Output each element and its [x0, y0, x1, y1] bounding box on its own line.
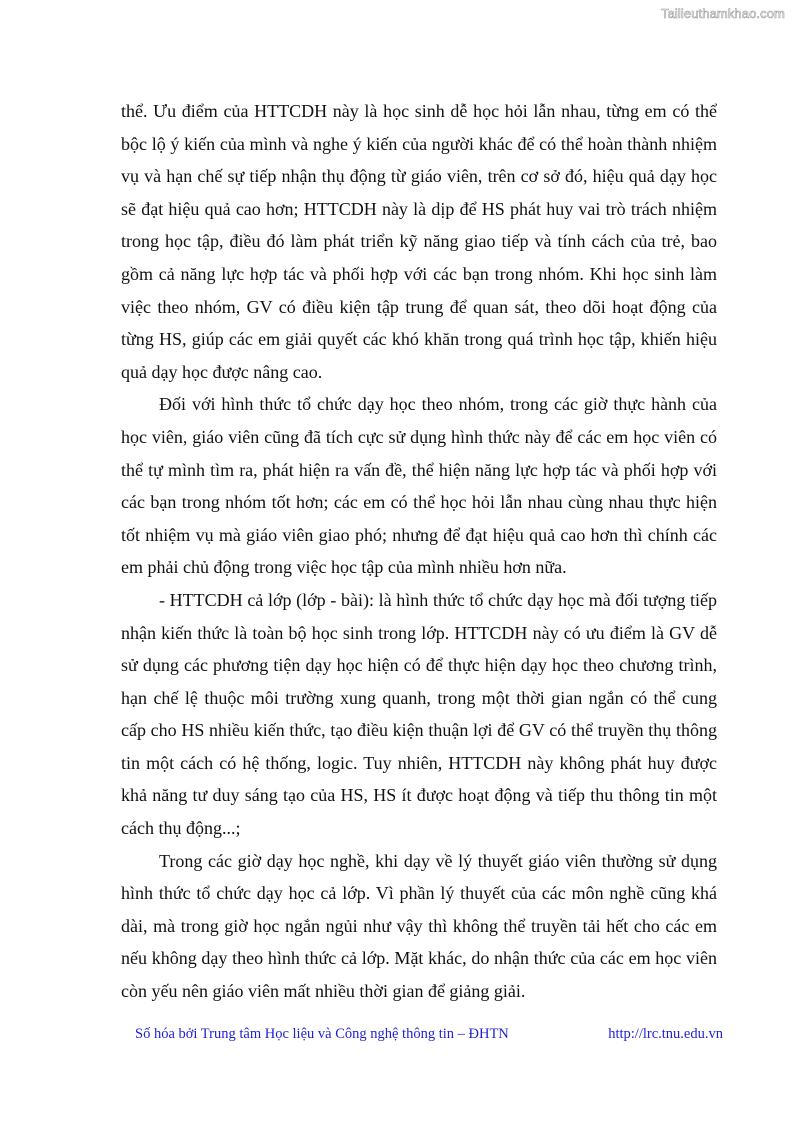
- footer-url[interactable]: http://lrc.tnu.edu.vn: [608, 1026, 723, 1042]
- watermark: Tailieuthamkhao.com: [660, 6, 785, 21]
- paragraph-1: thể. Ưu điểm của HTTCDH này là học sinh dễ học hỏi lẫn nhau, từng em có thể bộc lộ ý kiến của mình và nghe ý kiến của người khác để có thể hoàn thành nhiệm vụ và hạn chế sự tiếp nhận thụ động từ giáo viên, trên cơ sở đó, hiệu quả dạy học sẽ đạt hiệu quả cao hơn; HTTCDH này là dịp để HS phát huy vai trò trách nhiệm trong học tập, điều đó làm phát triển kỹ năng giao tiếp và tính cách của trẻ, bao gồm cả năng lực hợp tác và phối hợp với các bạn trong nhóm. Khi học sinh làm việc theo nhóm, GV có điều kiện tập trung để quan sát, theo dõi hoạt động của từng HS, giúp các em giải quyết các khó khăn trong quá trình học tập, khiến hiệu quả dạy học được nâng cao.: [121, 101, 717, 382]
- footer-credit: Số hóa bởi Trung tâm Học liệu và Công nghệ thông tin – ĐHTN: [135, 1026, 509, 1042]
- document-body: [121, 95, 717, 1008]
- page-footer: [135, 1026, 723, 1043]
- paragraph-4: Trong các giờ dạy học nghề, khi dạy về lý thuyết giáo viên thường sử dụng hình thức tổ chức dạy học cả lớp. Vì phần lý thuyết của các môn nghề cũng khá dài, mà trong giờ học ngắn ngủi như vậy thì không thể truyền tải hết cho các em nếu không dạy theo hình thức cả lớp. Mặt khác, do nhận thức của các em học viên còn yếu nên giáo viên mất nhiều thời gian để giảng giải.: [121, 850, 717, 1002]
- paragraph-3: - HTTCDH cả lớp (lớp - bài): là hình thức tổ chức dạy học mà đối tượng tiếp nhận kiến thức là toàn bộ học sinh trong lớp. HTTCDH này có ưu điểm là GV dễ sử dụng các phương tiện dạy học hiện có để thực hiện dạy học theo chương trình, hạn chế lệ thuộc môi trường xung quanh, trong một thời gian ngắn có thể cung cấp cho HS nhiều kiến thức, tạo điều kiện thuận lợi để GV có thể truyền thụ thông tin một cách có hệ thống, logic. Tuy nhiên, HTTCDH này không phát huy được khả năng tư duy sáng tạo của HS, HS ít được hoạt động và tiếp thu thông tin một cách thụ động...;: [121, 589, 717, 839]
- paragraph-2: Đối với hình thức tổ chức dạy học theo nhóm, trong các giờ thực hành của học viên, giáo viên cũng đã tích cực sử dụng hình thức này để các em học viên có thể tự mình tìm ra, phát hiện ra vấn đề, thể hiện năng lực hợp tác và phối hợp với các bạn trong nhóm tốt hơn; các em có thể học hỏi lẫn nhau cùng nhau thực hiện tốt nhiệm vụ mà giáo viên giao phó; nhưng để đạt hiệu quả cao hơn thì chính các em phải chủ động trong việc học tập của mình nhiều hơn nữa.: [121, 394, 717, 578]
